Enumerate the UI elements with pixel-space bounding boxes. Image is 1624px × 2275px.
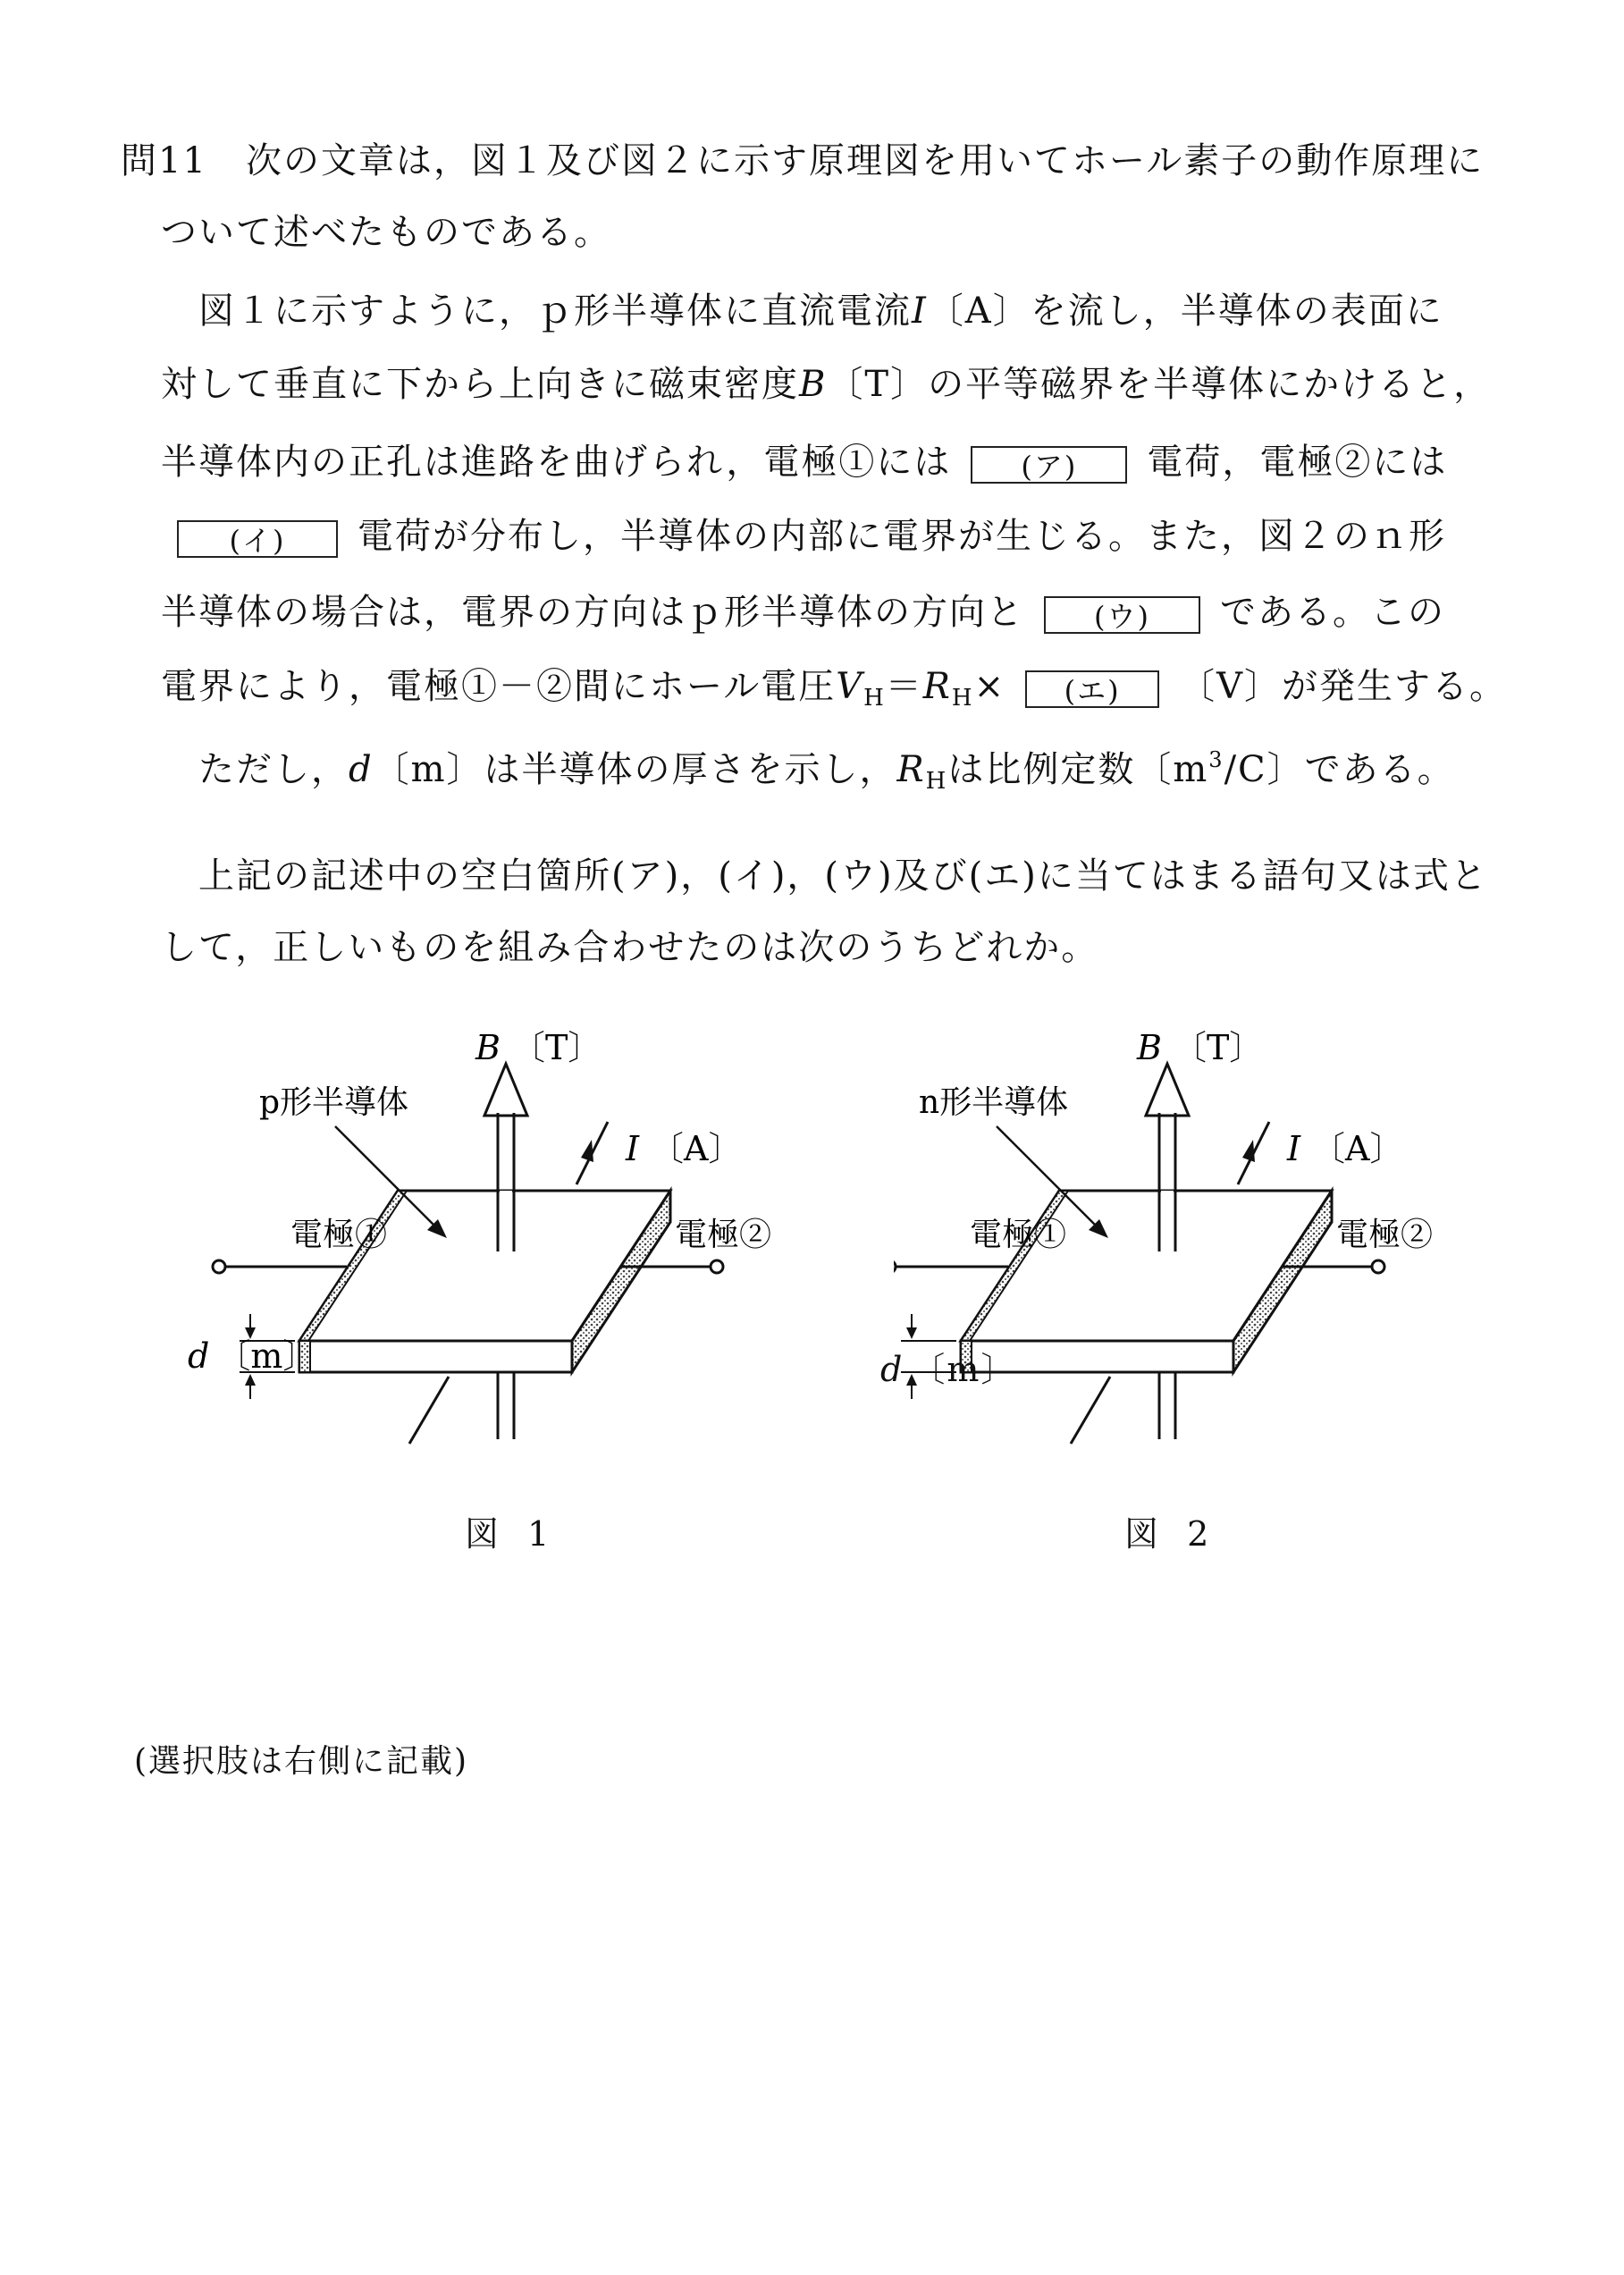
choices-note: (選択肢は右側に記載) [134,1743,469,1780]
question-line-11: して，正しいものを組み合わせたのは次のうちどれか。 [161,927,1099,968]
current-wire-bottom [1071,1377,1110,1444]
question-line-5: 半導体内の正孔は進路を曲げられ，電極①には (ア) 電荷，電極②には [161,442,1448,484]
b-field-label: B 〔T〕 [475,1028,602,1067]
question-line-4: 対して垂直に下から上向きに磁束密度B〔T〕の平等磁界を半導体にかけると， [161,364,1492,405]
question-line-6: (イ) 電荷が分布し，半導体の内部に電界が生じる。また，図２のｎ形 [161,510,1446,563]
electrode-2-terminal [711,1260,723,1273]
question-line-1: 問11 次の文章は，図１及び図２に示す原理図を用いてホール素子の動作原理に [121,134,1484,188]
b-field-arrow-head [484,1064,527,1116]
question-line-2: ついて述べたものである。 [161,212,611,253]
electrode-2-label: 電極② [675,1217,772,1253]
blank-e: (エ) [1025,670,1159,708]
b-field-label: B 〔T〕 [1137,1028,1264,1067]
figure-1-diagram [188,1028,867,1493]
question-number: 問11 [121,140,207,181]
electrode-1-terminal [894,1260,896,1273]
figure-2-caption: 図 2 [1124,1514,1218,1554]
electrode-2-label: 電極② [1336,1217,1434,1253]
b-field-arrow-head [1146,1064,1189,1116]
electrode-1-terminal [213,1260,225,1273]
question-line-8: 電界により，電極①－②間にホール電圧$V_H=R_H\times$ (エ) 〔V〕が発生する。 [161,666,1507,712]
material-label: n形半導体 [919,1084,1069,1121]
semiconductor-plate-front [299,1341,572,1372]
figure-1-caption: 図 1 [465,1514,559,1554]
current-label: I 〔A〕 [626,1129,743,1168]
current-arrow-icon [581,1140,593,1162]
electrode-2-terminal [1372,1260,1384,1273]
figure-2-diagram [894,1028,1573,1493]
material-label: p形半導体 [259,1084,409,1121]
question-line-7: 半導体の場合は，電界の方向はｐ形半導体の方向と (ウ) である。この [161,592,1445,634]
blank-i: (イ) [177,520,338,558]
current-arrow-icon [1242,1140,1255,1162]
question-line-10: 上記の記述中の空白箇所(ア)，(イ)，(ウ)及び(エ)に当てはまる語句又は式と [198,855,1488,897]
question-line-3: 図１に示すように，ｐ形半導体に直流電流I〔A〕を流し，半導体の表面に [198,291,1443,332]
electrode-1-label: 電極① [290,1217,388,1253]
current-wire-bottom [409,1377,449,1444]
blank-u: (ウ) [1044,596,1200,634]
electrode-1-label: 電極① [970,1217,1067,1253]
thickness-label: d 〔m〕 [188,1336,317,1376]
figure-2-thickness-label: d 〔m〕 [880,1350,1017,1389]
question-line-9: ただし，d〔m〕は半導体の厚さを示し，$R_H$は比例定数〔$m^3/C$〕である。 [198,747,1455,795]
current-label: I 〔A〕 [1287,1129,1404,1168]
blank-a: (ア) [971,446,1127,484]
